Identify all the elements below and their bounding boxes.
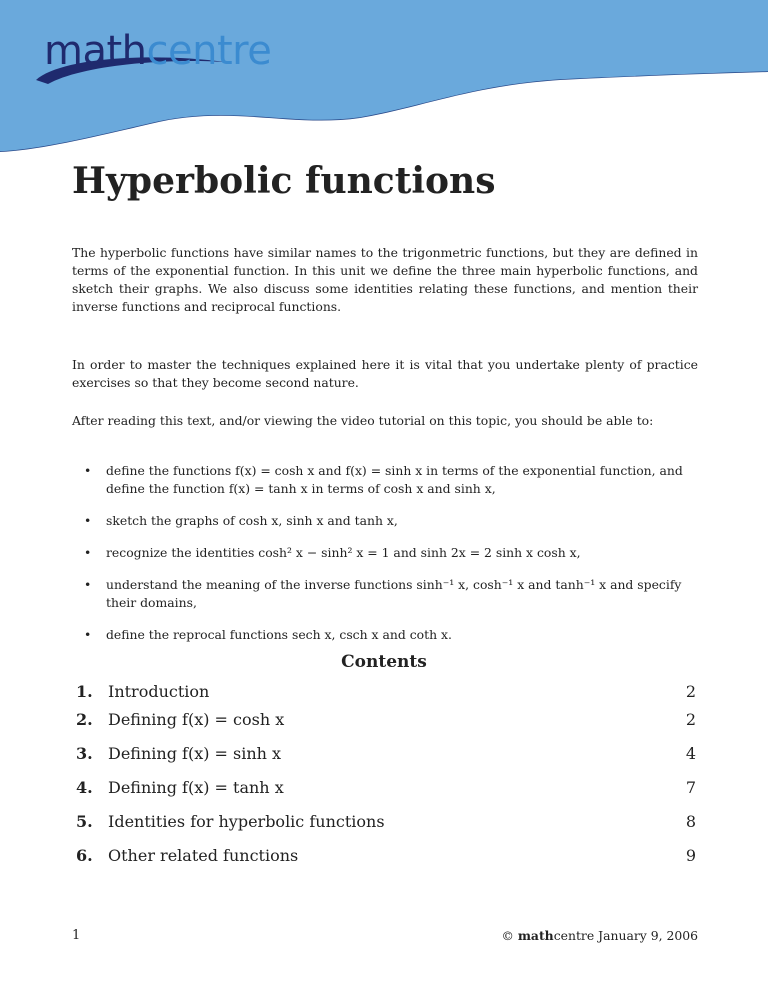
toc-label: Identities for hyperbolic functions bbox=[108, 812, 385, 831]
toc-page: 4 bbox=[685, 744, 696, 763]
objective-text: recognize the identities cosh² x − sinh² x = 1 and sinh 2x = 2 sinh x cosh x, bbox=[106, 545, 581, 560]
toc-entry[interactable] bbox=[76, 710, 696, 734]
toc-label: Introduction bbox=[108, 682, 210, 701]
toc-entry[interactable] bbox=[76, 812, 696, 836]
intro-paragraph-1: The hyperbolic functions have similar names to the trigonmetric functions, but they are defined in terms of the exponential function. In this unit we define the three main hyperbolic functions, and sketch their graphs. We also discuss some identities relating these functions, and mention their inverse functions and reciprocal functions. bbox=[72, 245, 698, 314]
toc-number: 3. bbox=[76, 744, 93, 763]
objective-text: understand the meaning of the inverse functions sinh⁻¹ x, cosh⁻¹ x and tanh⁻¹ x and specify their domains, bbox=[106, 577, 682, 610]
objective-text: define the functions f(x) = cosh x and f(x) = sinh x in terms of the exponential function, and define the function f(x) = tanh x in terms of cosh x and sinh x, bbox=[106, 463, 683, 496]
toc-page: 2 bbox=[685, 710, 696, 729]
objectives-list bbox=[76, 462, 702, 658]
objective-item bbox=[76, 512, 702, 530]
logo-centre: centre bbox=[146, 28, 272, 74]
footer-brand-bold: math bbox=[517, 928, 554, 943]
toc-number: 6. bbox=[76, 846, 93, 865]
objective-text: sketch the graphs of cosh x, sinh x and tanh x, bbox=[106, 513, 398, 528]
intro-paragraph-2: In order to master the techniques explained here it is vital that you undertake plenty of practice exercises so that they become second nature. bbox=[72, 357, 698, 390]
objective-item bbox=[76, 576, 702, 612]
toc-number: 5. bbox=[76, 812, 93, 831]
toc-page: 9 bbox=[685, 846, 696, 865]
toc-number: 4. bbox=[76, 778, 93, 797]
toc-label: Defining f(x) = tanh x bbox=[108, 778, 284, 797]
copyright-icon: © bbox=[501, 928, 514, 943]
objective-item bbox=[76, 462, 702, 498]
toc-entry[interactable] bbox=[76, 682, 696, 706]
toc-entry[interactable] bbox=[76, 778, 696, 802]
footer-brand-rest: centre bbox=[553, 928, 595, 943]
logo-math: math bbox=[44, 28, 147, 74]
bullet-icon: • bbox=[84, 627, 92, 642]
page-number: 1 bbox=[72, 928, 81, 943]
toc-label: Other related functions bbox=[108, 846, 299, 865]
toc-page: 7 bbox=[685, 778, 696, 797]
bullet-icon: • bbox=[84, 577, 92, 592]
footer-date: January 9, 2006 bbox=[598, 928, 698, 943]
logo-wordmark bbox=[44, 26, 271, 76]
bullet-icon: • bbox=[84, 513, 92, 528]
contents-heading: Contents bbox=[341, 652, 427, 672]
objective-text: define the reprocal functions sech x, csch x and coth x. bbox=[106, 627, 452, 642]
bullet-icon: • bbox=[84, 545, 92, 560]
toc-entry[interactable] bbox=[76, 846, 696, 870]
toc-label: Defining f(x) = cosh x bbox=[108, 710, 285, 729]
toc-page: 2 bbox=[685, 682, 696, 701]
bullet-icon: • bbox=[84, 463, 92, 478]
objective-item bbox=[76, 626, 702, 644]
page-title: Hyperbolic functions bbox=[72, 160, 496, 202]
footer-copyright bbox=[501, 928, 698, 943]
toc-number: 2. bbox=[76, 710, 93, 729]
toc-page: 8 bbox=[685, 812, 696, 831]
toc-number: 1. bbox=[76, 682, 93, 701]
objective-item bbox=[76, 544, 702, 562]
toc-entry[interactable] bbox=[76, 744, 696, 768]
toc-label: Defining f(x) = sinh x bbox=[108, 744, 282, 763]
intro-paragraph-3: After reading this text, and/or viewing the video tutorial on this topic, you should be able to: bbox=[72, 413, 654, 428]
